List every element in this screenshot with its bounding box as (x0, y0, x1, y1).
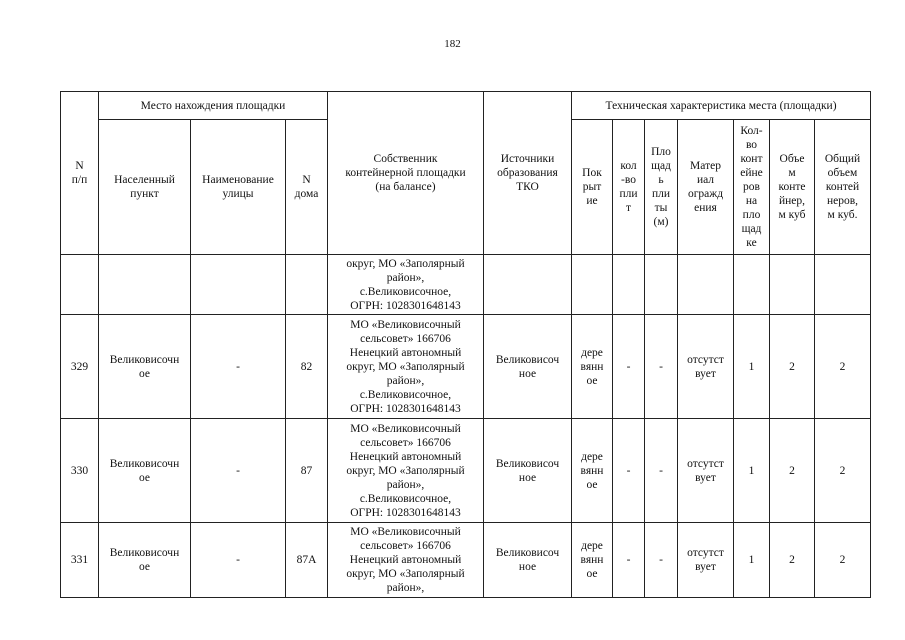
header-tech-group: Техническая характеристика места (площадки) (572, 92, 871, 120)
cell-surface (572, 255, 613, 315)
cell-house (286, 255, 328, 315)
cell-plates-count: - (613, 419, 645, 523)
cell-sources: Великовисоч ное (484, 523, 572, 598)
header-location-group: Место нахождения площадки (99, 92, 328, 120)
header-settlement: Населенный пункт (99, 120, 191, 255)
cell-house: 82 (286, 315, 328, 419)
cell-containers-count: 1 (734, 523, 770, 598)
cell-house: 87А (286, 523, 328, 598)
header-total-volume: Общий объем контей неров, м куб. (815, 120, 871, 255)
cell-street: - (191, 419, 286, 523)
header-street: Наименование улицы (191, 120, 286, 255)
cell-fence: отсутст вует (678, 523, 734, 598)
cell-sources: Великовисоч ное (484, 315, 572, 419)
cell-container-volume (770, 255, 815, 315)
cell-containers-count: 1 (734, 315, 770, 419)
cell-total-volume: 2 (815, 315, 871, 419)
cell-num (61, 255, 99, 315)
cell-num: 331 (61, 523, 99, 598)
cell-total-volume (815, 255, 871, 315)
cell-total-volume: 2 (815, 523, 871, 598)
cell-sources: Великовисоч ное (484, 419, 572, 523)
cell-owner: МО «Великовисочный сельсовет» 166706 Ненецкий автономный округ, МО «Заполярный район», (328, 523, 484, 598)
cell-plates-area: - (645, 419, 678, 523)
cell-settlement: Великовисочн ое (99, 419, 191, 523)
cell-street: - (191, 315, 286, 419)
cell-fence (678, 255, 734, 315)
table-row (61, 255, 871, 315)
cell-house: 87 (286, 419, 328, 523)
header-surface: Пок рыт ие (572, 120, 613, 255)
header-plates-area: Пло щад ь пли ты (м) (645, 120, 678, 255)
header-containers-count: Кол- во конт ейне ров на пло щад ке (734, 120, 770, 255)
cell-containers-count (734, 255, 770, 315)
cell-fence: отсутст вует (678, 419, 734, 523)
cell-surface: дере вянн ое (572, 419, 613, 523)
header-num: N п/п (61, 92, 99, 255)
cell-settlement: Великовисочн ое (99, 315, 191, 419)
cell-sources (484, 255, 572, 315)
cell-street: - (191, 523, 286, 598)
cell-num: 329 (61, 315, 99, 419)
cell-surface: дере вянн ое (572, 523, 613, 598)
header-house: N дома (286, 120, 328, 255)
cell-owner: округ, МО «Заполярный район», с.Великовисочное, ОГРН: 1028301648143 (328, 255, 484, 315)
cell-container-volume: 2 (770, 315, 815, 419)
cell-containers-count: 1 (734, 419, 770, 523)
header-row-1 (61, 92, 871, 120)
cell-container-volume: 2 (770, 523, 815, 598)
cell-plates-area: - (645, 315, 678, 419)
cell-plates-area: - (645, 523, 678, 598)
cell-plates-count: - (613, 315, 645, 419)
cell-settlement (99, 255, 191, 315)
cell-owner: МО «Великовисочный сельсовет» 166706 Ненецкий автономный округ, МО «Заполярный район», с.Великовисочное, ОГРН: 1028301648143 (328, 419, 484, 523)
header-sources: Источники образования ТКО (484, 92, 572, 255)
cell-surface: дере вянн ое (572, 315, 613, 419)
cell-num: 330 (61, 419, 99, 523)
table-row (61, 315, 871, 419)
cell-container-volume: 2 (770, 419, 815, 523)
cell-plates-area (645, 255, 678, 315)
header-owner: Собственник контейнерной площадки (на балансе) (328, 92, 484, 255)
cell-fence: отсутст вует (678, 315, 734, 419)
header-fence: Матер иал огражд ения (678, 120, 734, 255)
registry-table (60, 91, 871, 598)
header-container-volume: Объе м конте йнер, м куб (770, 120, 815, 255)
cell-plates-count (613, 255, 645, 315)
cell-settlement: Великовисочн ое (99, 523, 191, 598)
cell-street (191, 255, 286, 315)
cell-total-volume: 2 (815, 419, 871, 523)
table-row (61, 419, 871, 523)
cell-owner: МО «Великовисочный сельсовет» 166706 Ненецкий автономный округ, МО «Заполярный район», с.Великовисочное, ОГРН: 1028301648143 (328, 315, 484, 419)
table-row (61, 523, 871, 598)
cell-plates-count: - (613, 523, 645, 598)
page-number: 182 (444, 38, 461, 50)
header-plates-count: кол -во пли т (613, 120, 645, 255)
